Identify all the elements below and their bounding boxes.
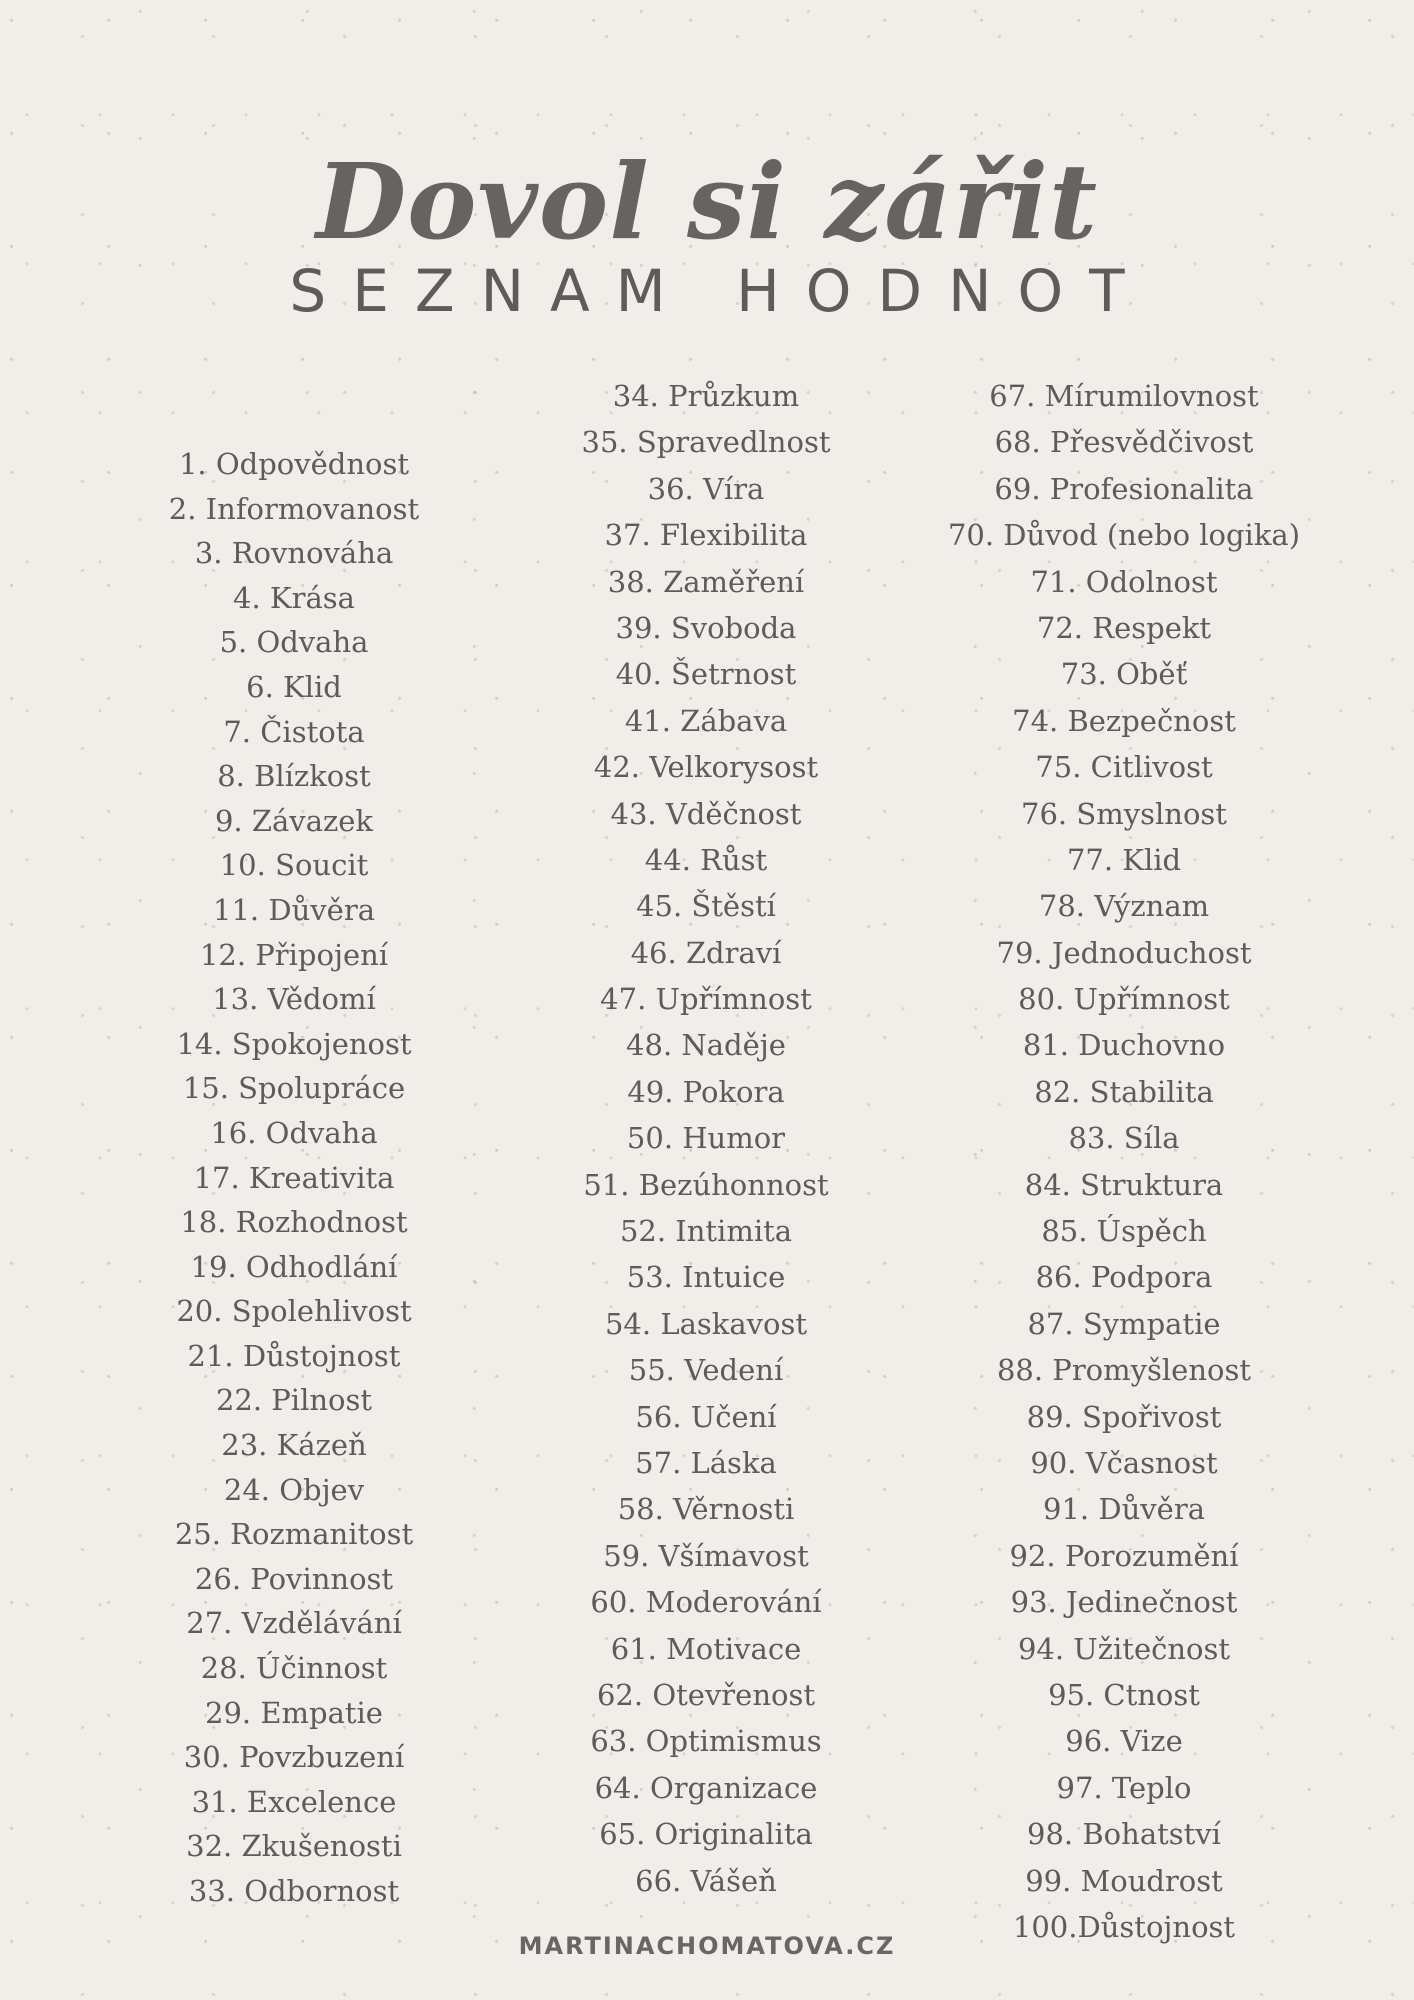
value-item: 69. Profesionalita <box>994 471 1254 506</box>
value-item: 96. Vize <box>1065 1724 1183 1759</box>
value-item: 82. Stabilita <box>1034 1074 1214 1109</box>
value-item: 94. Užitečnost <box>1017 1631 1231 1666</box>
value-item: 91. Důvěra <box>1043 1492 1205 1527</box>
value-item: 80. Upřímnost <box>1018 982 1230 1017</box>
value-item: 5. Odvaha <box>219 625 369 660</box>
value-item: 1. Odpovědnost <box>178 447 410 481</box>
value-item: 32. Zkušenosti <box>186 1829 402 1864</box>
value-item: 64. Organizace <box>594 1770 818 1805</box>
value-item: 100.Důstojnost <box>1012 1909 1236 1944</box>
value-item: 56. Učení <box>635 1399 777 1434</box>
value-item: 63. Optimismus <box>590 1724 822 1759</box>
value-item: 48. Naděje <box>626 1028 786 1063</box>
value-item: 52. Intimita <box>619 1214 793 1249</box>
value-item: 67. Mírumilovnost <box>989 379 1259 413</box>
value-item: 68. Přesvědčivost <box>994 425 1254 460</box>
value-item: 74. Bezpečnost <box>1012 703 1236 738</box>
value-item: 15. Spolupráce <box>182 1071 406 1106</box>
values-column-3 <box>924 373 1324 1950</box>
value-item: 51. Bezúhonnost <box>583 1167 829 1202</box>
page-title: Dovol si zářit <box>315 139 1099 263</box>
value-item: 70. Důvod (nebo logika) <box>947 518 1301 553</box>
value-item: 35. Spravedlnost <box>581 425 831 460</box>
value-item: 26. Povinnost <box>194 1561 394 1596</box>
values-column-2 <box>556 373 856 1904</box>
value-item: 93. Jedinečnost <box>1010 1585 1238 1620</box>
value-item: 44. Růst <box>644 842 768 877</box>
value-item: 46. Zdraví <box>630 935 782 970</box>
value-item: 59. Všímavost <box>603 1538 809 1573</box>
value-item: 92. Porozumění <box>1009 1538 1239 1573</box>
value-item: 72. Respekt <box>1036 610 1212 645</box>
value-item: 9. Závazek <box>214 803 373 838</box>
value-item: 2. Informovanost <box>168 491 420 526</box>
value-item: 90. Včasnost <box>1030 1445 1218 1480</box>
value-item: 22. Pilnost <box>215 1383 373 1418</box>
value-item: 47. Upřímnost <box>600 982 812 1017</box>
value-item: 30. Povzbuzení <box>183 1740 405 1775</box>
value-item: 11. Důvěra <box>213 892 375 927</box>
value-item: 65. Originalita <box>599 1817 813 1852</box>
value-item: 73. Oběť <box>1060 657 1188 692</box>
value-item: 95. Ctnost <box>1048 1677 1200 1712</box>
value-item: 14. Spokojenost <box>176 1026 412 1061</box>
value-item: 87. Sympatie <box>1027 1306 1221 1341</box>
value-item: 43. Vděčnost <box>610 796 802 831</box>
value-item: 40. Šetrnost <box>615 657 797 692</box>
value-item: 7. Čistota <box>223 714 365 749</box>
value-item: 53. Intuice <box>626 1260 786 1295</box>
value-item: 81. Duchovno <box>1022 1028 1226 1063</box>
value-item: 55. Vedení <box>628 1353 784 1388</box>
value-item: 23. Kázeň <box>221 1428 367 1463</box>
value-item: 4. Krása <box>233 580 355 615</box>
value-item: 88. Promyšlenost <box>996 1353 1252 1388</box>
footer-website: MARTINACHOMATOVA.CZ <box>518 1932 896 1960</box>
value-item: 33. Odbornost <box>188 1874 400 1908</box>
value-item: 60. Moderování <box>590 1585 822 1620</box>
value-item: 24. Objev <box>223 1472 365 1507</box>
value-item: 85. Úspěch <box>1041 1214 1207 1249</box>
value-item: 27. Vzdělávání <box>186 1606 402 1641</box>
value-item: 37. Flexibilita <box>604 518 808 553</box>
page-subtitle: SEZNAM HODNOT <box>289 257 1151 325</box>
value-item: 36. Víra <box>647 471 765 506</box>
value-item: 39. Svoboda <box>615 610 797 645</box>
value-item: 79. Jednoduchost <box>996 935 1252 970</box>
value-item: 12. Připojení <box>199 937 389 972</box>
value-item: 66. Vášeň <box>635 1863 777 1898</box>
value-item: 83. Síla <box>1068 1121 1180 1156</box>
value-item: 19. Odhodlání <box>190 1249 398 1284</box>
value-item: 34. Průzkum <box>612 379 800 413</box>
value-item: 29. Empatie <box>205 1695 383 1730</box>
value-item: 98. Bohatství <box>1027 1817 1221 1852</box>
value-item: 49. Pokora <box>627 1074 785 1109</box>
value-item: 38. Zaměření <box>607 564 805 599</box>
value-item: 10. Soucit <box>219 848 369 883</box>
value-item: 31. Excelence <box>191 1784 397 1819</box>
value-item: 77. Klid <box>1066 842 1182 877</box>
value-item: 89. Spořivost <box>1026 1399 1222 1434</box>
value-item: 16. Odvaha <box>210 1115 378 1150</box>
value-item: 86. Podpora <box>1035 1260 1213 1295</box>
value-item: 41. Zábava <box>624 703 788 738</box>
value-item: 76. Smyslnost <box>1021 796 1227 831</box>
value-item: 25. Rozmanitost <box>174 1517 414 1552</box>
value-item: 62. Otevřenost <box>596 1677 815 1712</box>
value-item: 20. Spolehlivost <box>176 1294 412 1329</box>
value-item: 50. Humor <box>626 1121 786 1156</box>
value-item: 78. Význam <box>1038 889 1210 924</box>
value-item: 45. Štěstí <box>636 889 776 924</box>
value-item: 28. Účinnost <box>200 1651 388 1686</box>
value-item: 13. Vědomí <box>212 982 376 1017</box>
value-item: 42. Velkorysost <box>593 750 819 785</box>
value-item: 8. Blízkost <box>217 759 371 794</box>
value-item: 58. Věrnosti <box>617 1492 795 1527</box>
value-item: 21. Důstojnost <box>187 1338 401 1373</box>
value-item: 75. Citlivost <box>1035 750 1213 785</box>
values-column-1 <box>144 442 444 1914</box>
value-item: 71. Odolnost <box>1030 564 1218 599</box>
value-item: 97. Teplo <box>1056 1770 1192 1805</box>
value-item: 57. Láska <box>635 1445 777 1480</box>
value-item: 99. Moudrost <box>1025 1863 1223 1898</box>
value-item: 17. Kreativita <box>193 1160 395 1195</box>
value-item: 3. Rovnováha <box>194 536 394 571</box>
value-item: 18. Rozhodnost <box>180 1205 408 1240</box>
value-item: 54. Laskavost <box>604 1306 807 1341</box>
value-item: 84. Struktura <box>1024 1167 1224 1202</box>
value-item: 61. Motivace <box>610 1631 802 1666</box>
value-item: 6. Klid <box>246 669 342 704</box>
